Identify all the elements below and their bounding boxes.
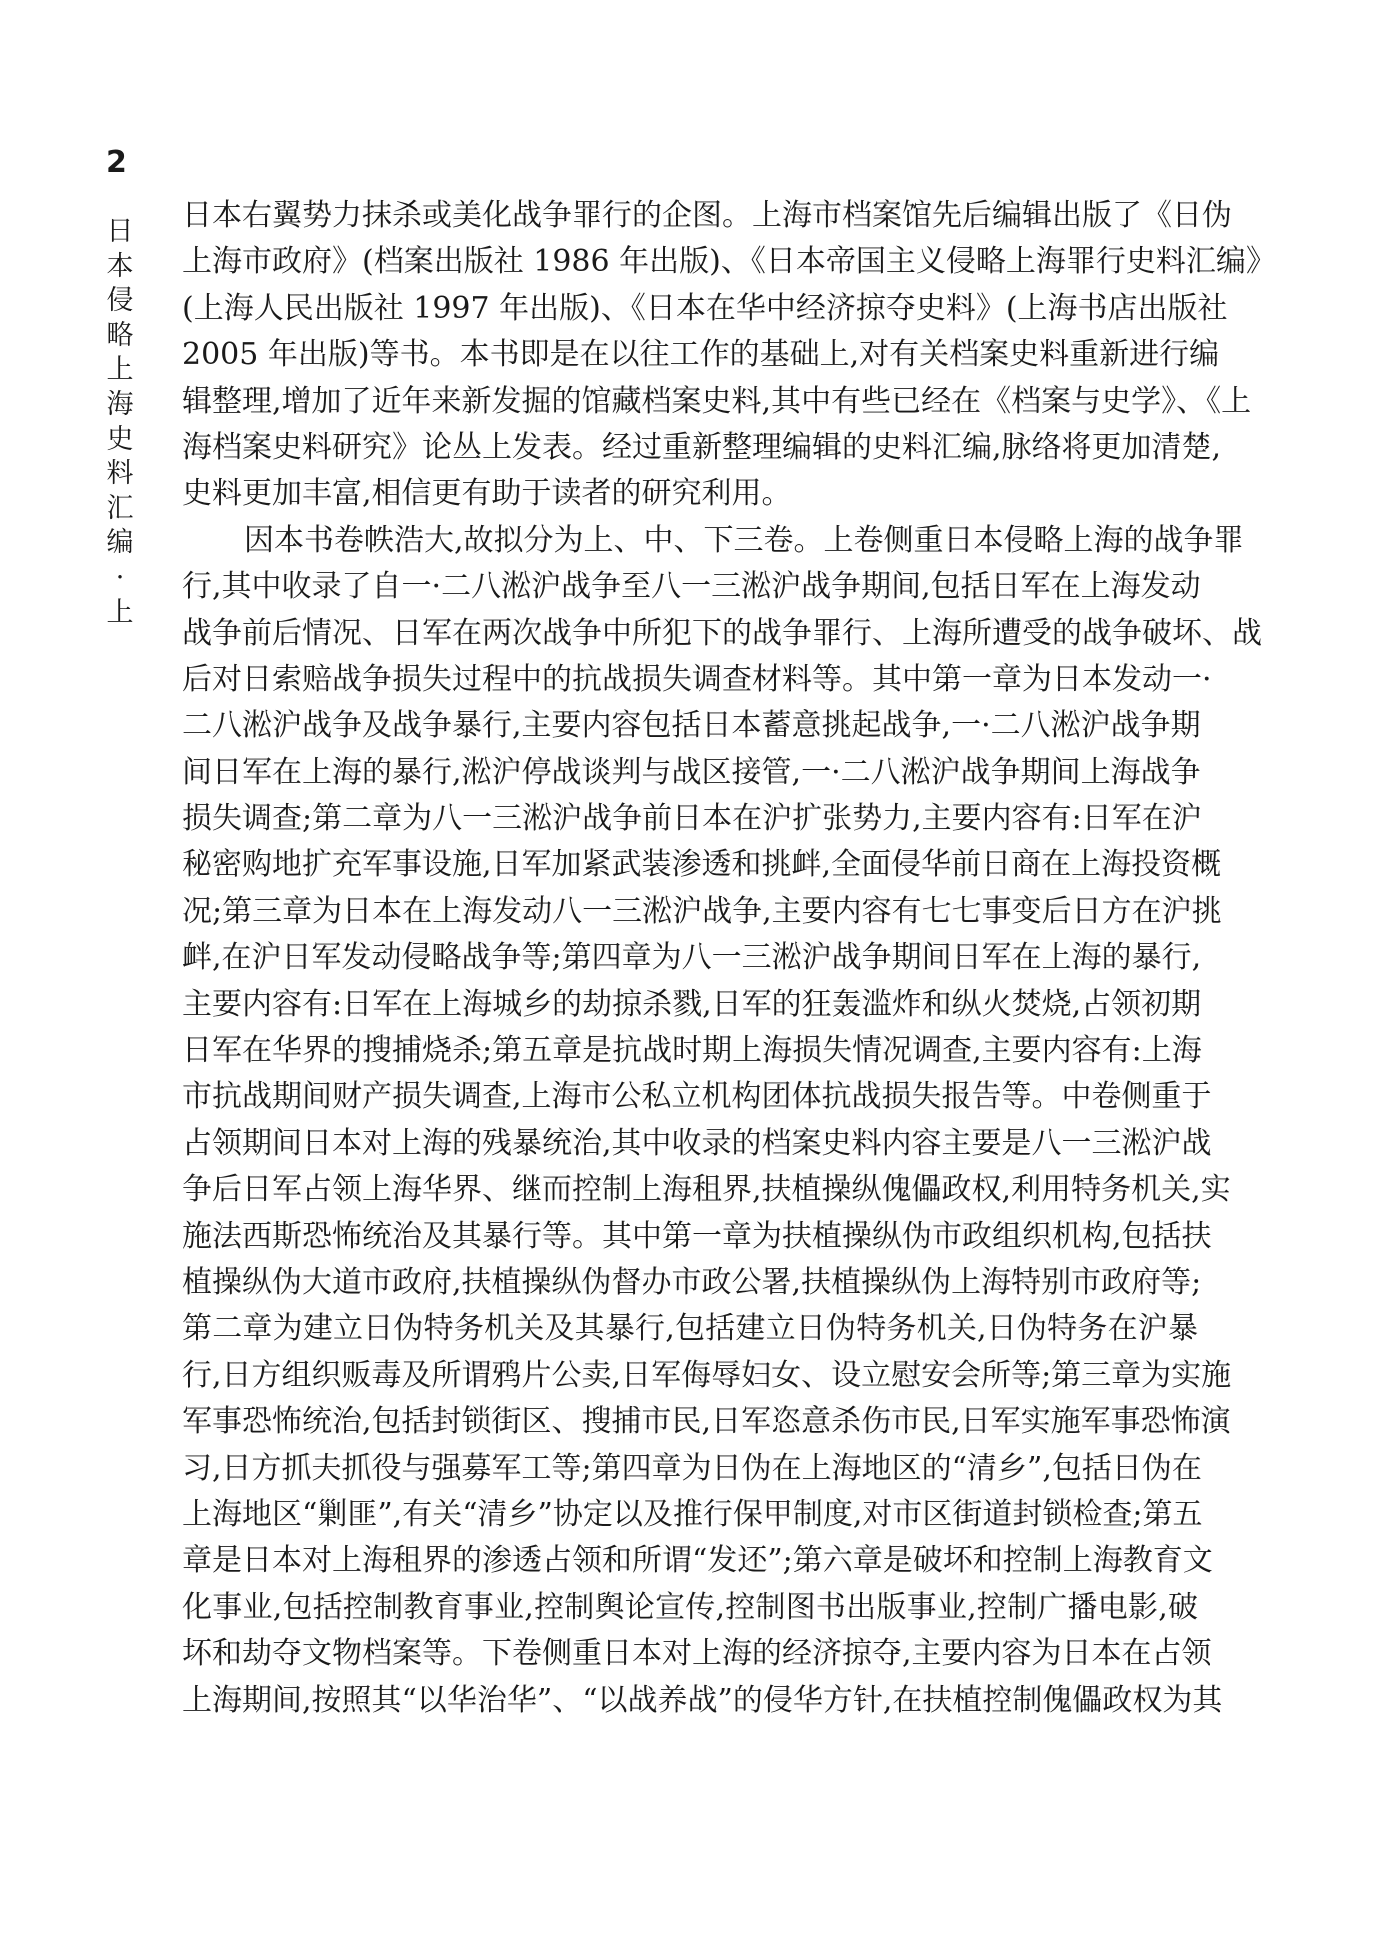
text-line: (上海人民出版社 1997 年出版)、《日本在华中经济掠夺史料》(上海书店出版社 bbox=[182, 290, 1228, 326]
text-line: 二八淞沪战争及战争暴行,主要内容包括日本蓄意挑起战争,一·二八淞沪战争期 bbox=[182, 708, 1201, 744]
text-line: 上海市政府》(档案出版社 1986 年出版)、《日本帝国主义侵略上海罪行史料汇编》 bbox=[182, 244, 1276, 280]
text-line: 坏和劫夺文物档案等。下卷侧重日本对上海的经济掠夺,主要内容为日本在占领 bbox=[182, 1636, 1212, 1672]
text-line: 损失调查;第二章为八一三淞沪战争前日本在沪扩张势力,主要内容有:日军在沪 bbox=[182, 801, 1202, 837]
text-line: 争后日军占领上海华界、继而控制上海租界,扶植操纵傀儡政权,利用特务机关,实 bbox=[182, 1172, 1231, 1208]
text-line: 行,其中收录了自一·二八淞沪战争至八一三淞沪战争期间,包括日军在上海发动 bbox=[182, 569, 1201, 605]
text-line: 辑整理,增加了近年来新发掘的馆藏档案史料,其中有些已经在《档案与史学》、《上 bbox=[182, 383, 1252, 419]
text-line: 行,日方组织贩毒及所谓鸦片公卖,日军侮辱妇女、设立慰安会所等;第三章为实施 bbox=[182, 1357, 1232, 1393]
text-line: 市抗战期间财产损失调查,上海市公私立机构团体抗战损失报告等。中卷侧重于 bbox=[182, 1079, 1212, 1115]
text-line: 施法西斯恐怖统治及其暴行等。其中第一章为扶植操纵伪市政组织机构,包括扶 bbox=[182, 1218, 1212, 1254]
text-line: 史料更加丰富,相信更有助于读者的研究利用。 bbox=[182, 476, 792, 512]
text-line: 间日军在上海的暴行,淞沪停战谈判与战区接管,一·二八淞沪战争期间上海战争 bbox=[182, 754, 1201, 790]
text-line: 化事业,包括控制教育事业,控制舆论宣传,控制图书出版事业,控制广播电影,破 bbox=[182, 1589, 1198, 1625]
text-line: 秘密购地扩充军事设施,日军加紧武装渗透和挑衅,全面侵华前日商在上海投资概 bbox=[182, 847, 1222, 883]
text-line: 上海地区“剿匪”,有关“清乡”协定以及推行保甲制度,对市区街道封锁检查;第五 bbox=[182, 1496, 1203, 1532]
body-text bbox=[182, 193, 1276, 1724]
text-line: 军事恐怖统治,包括封锁街区、搜捕市民,日军恣意杀伤市民,日军实施军事恐怖演 bbox=[182, 1404, 1231, 1440]
running-head: 日本侵略上海史料汇编·上 bbox=[106, 216, 134, 628]
text-line: 植操纵伪大道市政府,扶植操纵伪督办市政公署,扶植操纵伪上海特别市政府等; bbox=[182, 1264, 1202, 1300]
text-line: 日本右翼势力抹杀或美化战争罪行的企图。上海市档案馆先后编辑出版了《日伪 bbox=[182, 198, 1232, 233]
text-line: 习,日方抓夫抓役与强募军工等;第四章为日伪在上海地区的“清乡”,包括日伪在 bbox=[182, 1450, 1202, 1486]
text-line: 战争前后情况、日军在两次战争中所犯下的战争罪行、上海所遭受的战争破坏、战 bbox=[182, 615, 1262, 651]
text-line: 上海期间,按照其“以华治华”、“以战养战”的侵华方针,在扶植控制傀儡政权为其 bbox=[182, 1682, 1223, 1718]
text-line: 2005 年出版)等书。本书即是在以往工作的基础上,对有关档案史料重新进行编 bbox=[182, 337, 1220, 373]
text-line: 第二章为建立日伪特务机关及其暴行,包括建立日伪特务机关,日伪特务在沪暴 bbox=[182, 1311, 1198, 1347]
text-line: 海档案史料研究》论丛上发表。经过重新整理编辑的史料汇编,脉络将更加清楚, bbox=[182, 429, 1222, 465]
paragraph bbox=[182, 193, 1276, 518]
page-number: 2 bbox=[106, 145, 127, 180]
text-line: 主要内容有:日军在上海城乡的劫掠杀戮,日军的狂轰滥炸和纵火焚烧,占领初期 bbox=[182, 986, 1202, 1022]
text-line: 衅,在沪日军发动侵略战争等;第四章为八一三淞沪战争期间日军在上海的暴行, bbox=[182, 940, 1202, 976]
text-line: 章是日本对上海租界的渗透占领和所谓“发还”;第六章是破坏和控制上海教育文 bbox=[182, 1543, 1213, 1579]
paragraph bbox=[182, 518, 1262, 1724]
text-line: 占领期间日本对上海的残暴统治,其中收录的档案史料内容主要是八一三淞沪战 bbox=[182, 1125, 1212, 1161]
text-line: 后对日索赔战争损失过程中的抗战损失调查材料等。其中第一章为日本发动一· bbox=[182, 661, 1212, 697]
text-line: 况;第三章为日本在上海发动八一三淞沪战争,主要内容有七七事变后日方在沪挑 bbox=[182, 893, 1222, 929]
text-line: 日军在华界的搜捕烧杀;第五章是抗战时期上海损失情况调查,主要内容有:上海 bbox=[182, 1033, 1202, 1069]
text-line: 因本书卷帙浩大,故拟分为上、中、下三卷。上卷侧重日本侵略上海的战争罪 bbox=[244, 522, 1244, 558]
